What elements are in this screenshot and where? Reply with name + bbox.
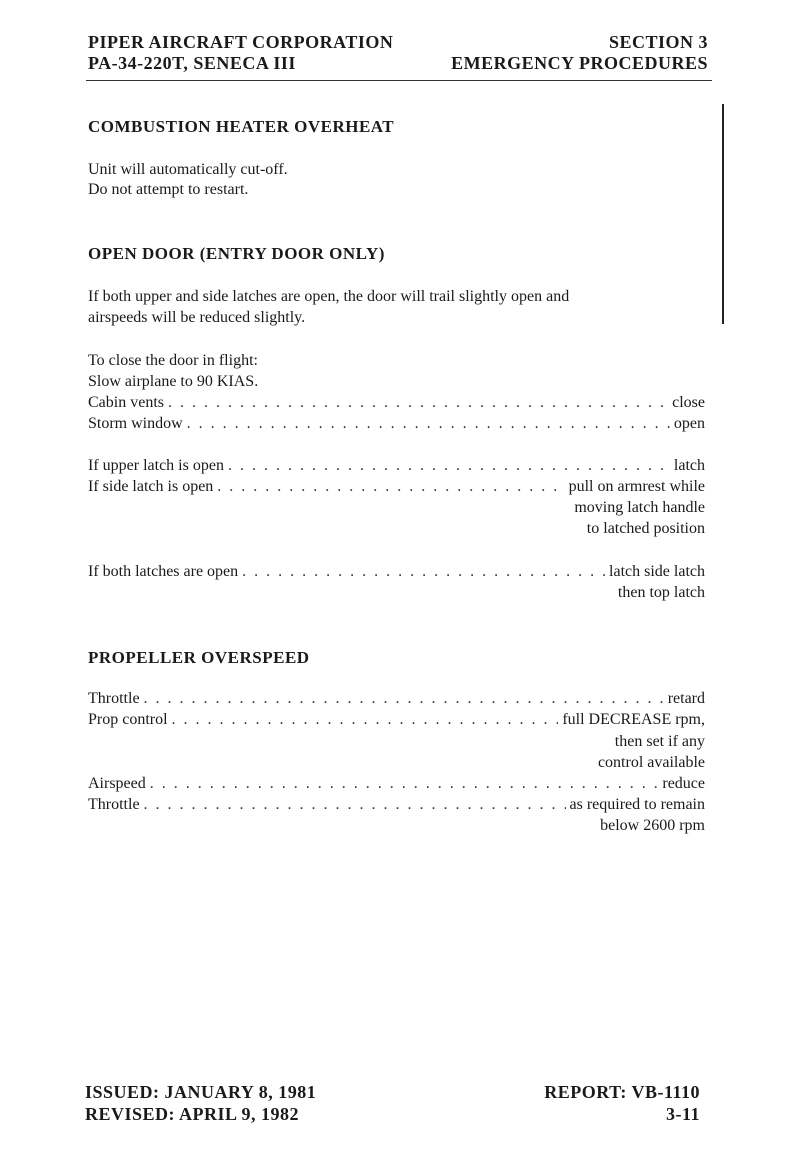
leader-dots: [172, 711, 559, 729]
leader-dots: [150, 775, 659, 793]
item-action: open: [673, 415, 705, 432]
prop-control-action-3: control available: [597, 754, 705, 771]
revision-bar: [722, 104, 724, 324]
checklist-throttle-2: [88, 796, 705, 814]
item-label: If both latches are open: [88, 563, 239, 580]
door-heading: OPEN DOOR (ENTRY DOOR ONLY): [88, 244, 385, 263]
leader-dots: [217, 478, 564, 496]
door-close-1: To close the door in flight:: [88, 352, 258, 369]
checklist-side-latch: [88, 478, 705, 496]
page-number: 3-11: [665, 1104, 700, 1124]
issued-date: ISSUED: JANUARY 8, 1981: [85, 1082, 317, 1102]
header-rule: [86, 80, 712, 81]
side-latch-action-2: moving latch handle: [574, 499, 705, 516]
side-latch-action-3: to latched position: [586, 520, 705, 537]
prop-heading: PROPELLER OVERSPEED: [88, 648, 310, 667]
item-label: Cabin vents: [88, 394, 164, 411]
section-title: EMERGENCY PROCEDURES: [451, 53, 708, 73]
throttle-2-action-2: below 2600 rpm: [600, 817, 705, 834]
item-action: pull on armrest while: [568, 478, 705, 495]
item-action: close: [672, 394, 705, 411]
leader-dots: [187, 415, 670, 433]
door-intro-1: If both upper and side latches are open, the door will trail slightly open and: [88, 288, 570, 305]
checklist-upper-latch: [88, 457, 705, 475]
leader-dots: [242, 563, 605, 581]
checklist-both-latches: [88, 563, 705, 581]
item-label: If upper latch is open: [88, 457, 224, 474]
revised-date: REVISED: APRIL 9, 1982: [85, 1104, 300, 1124]
item-action: reduce: [662, 775, 705, 792]
section-number: SECTION 3: [608, 32, 708, 52]
checklist-airspeed: [88, 775, 705, 793]
both-latches-action-2: then top latch: [617, 584, 705, 601]
leader-dots: [144, 690, 664, 708]
aircraft-model: PA-34-220T, SENECA III: [88, 53, 296, 73]
item-action: full DECREASE rpm,: [562, 711, 705, 728]
item-action: retard: [667, 690, 705, 707]
checklist-throttle-1: [88, 690, 705, 708]
leader-dots: [228, 457, 670, 475]
heater-line-1: Unit will automatically cut-off.: [88, 161, 288, 178]
prop-control-action-2: then set if any: [614, 733, 705, 750]
item-label: Storm window: [88, 415, 183, 432]
checklist-cabin-vents: [88, 394, 705, 412]
heater-heading: COMBUSTION HEATER OVERHEAT: [88, 117, 395, 136]
item-label: Airspeed: [88, 775, 146, 792]
item-label: Prop control: [88, 711, 168, 728]
checklist-prop-control: [88, 711, 705, 729]
item-action: latch: [673, 457, 705, 474]
item-action: latch side latch: [609, 563, 705, 580]
item-label: Throttle: [88, 690, 140, 707]
leader-dots: [144, 796, 566, 814]
checklist-storm-window: [88, 415, 705, 433]
door-intro-2: airspeeds will be reduced slightly.: [88, 309, 306, 326]
report-number: REPORT: VB-1110: [544, 1082, 700, 1102]
item-label: Throttle: [88, 796, 140, 813]
heater-line-2: Do not attempt to restart.: [88, 181, 249, 198]
company-name: PIPER AIRCRAFT CORPORATION: [88, 32, 394, 52]
item-action: as required to remain: [569, 796, 705, 813]
door-close-2: Slow airplane to 90 KIAS.: [88, 373, 259, 390]
leader-dots: [168, 394, 668, 412]
item-label: If side latch is open: [88, 478, 214, 495]
